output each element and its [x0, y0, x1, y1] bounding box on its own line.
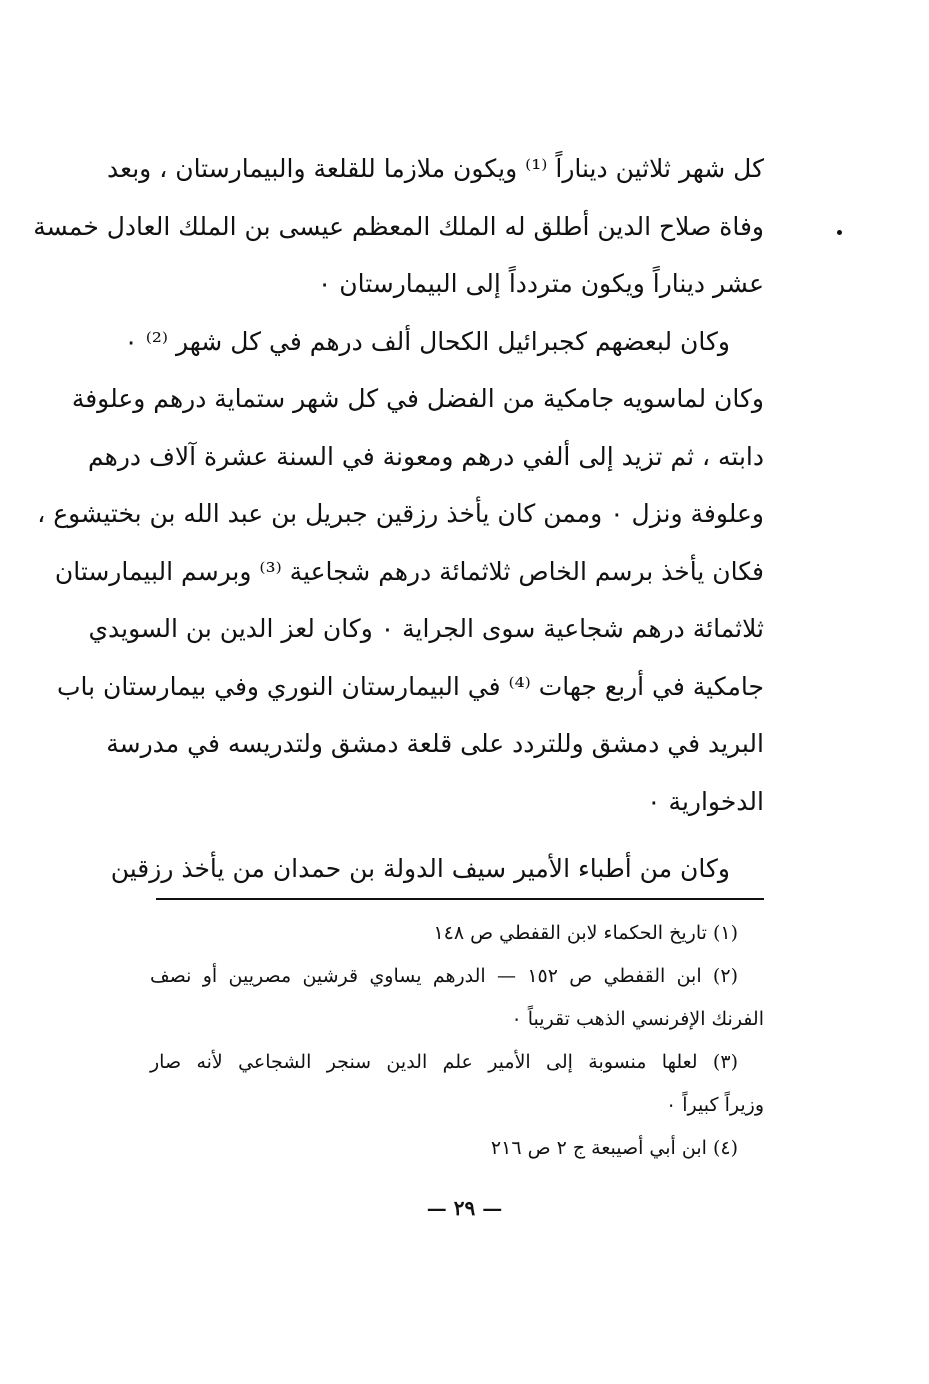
footnote-continuation: وزيراً كبيراً ٠: [666, 1094, 764, 1116]
footnote-divider: [156, 898, 764, 900]
body-line: كل شهر ثلاثين ديناراً ⁽¹⁾ ويكون ملازما للقلعة والبيمارستان ، وبعد: [107, 154, 764, 183]
body-line: وكان من أطباء الأمير سيف الدولة بن حمدان من يأخذ رزقين: [110, 854, 730, 883]
page-number: — ٢٩ —: [426, 1196, 503, 1220]
footnote: (٤) ابن أبي أصيبعة ج ٢ ص ٢١٦: [490, 1137, 738, 1159]
body-line: فكان يأخذ برسم الخاص ثلاثمائة درهم شجاعية ⁽³⁾ وبرسم البيمارستان: [54, 556, 764, 586]
footnote: (٣) لعلها منسوبة إلى الأمير علم الدين سنجر الشجاعي لأنه صار: [150, 1051, 738, 1073]
body-line: وفاة صلاح الدين أطلق له الملك المعظم عيسى بن الملك العادل خمسة: [33, 211, 764, 241]
body-line: وكان لبعضهم كجبرائيل الكحال ألف درهم في كل شهر ⁽²⁾ ٠: [124, 326, 730, 356]
body-line: وكان لماسويه جامكية من الفضل في كل شهر ستماية درهم وعلوفة: [71, 384, 764, 413]
body-line: البريد في دمشق وللتردد على قلعة دمشق ولتدريسه في مدرسة: [106, 729, 764, 758]
body-text: [33, 140, 764, 898]
footnote-continuation: الفرنك الإفرنسي الذهب تقريباً ٠: [511, 1008, 764, 1030]
body-line: عشر ديناراً ويكون متردداً إلى البيمارستان ٠: [317, 269, 764, 298]
margin-dot: [837, 230, 842, 235]
body-line: ثلاثمائة درهم شجاعية سوى الجراية ٠ وكان لعز الدين بن السويدي: [88, 614, 764, 643]
body-line: الدخوارية ٠: [647, 786, 764, 816]
footnote: (١) تاريخ الحكماء لابن القفطي ص ١٤٨: [433, 922, 738, 944]
body-line: جامكية في أربع جهات ⁽⁴⁾ في البيمارستان النوري وفي بيمارستان باب: [57, 671, 764, 701]
body-line: دابته ، ثم تزيد إلى ألفي درهم ومعونة في السنة عشرة آلاف درهم: [88, 441, 764, 471]
footnotes: [150, 912, 764, 1170]
footnote: (٢) ابن القفطي ص ١٥٢ — الدرهم يساوي قرشين مصريين أو نصف: [150, 965, 738, 987]
body-line: وعلوفة ونزل ٠ وممن كان يأخذ رزقين جبريل بن عبد الله بن بختيشوع ،: [37, 499, 764, 528]
